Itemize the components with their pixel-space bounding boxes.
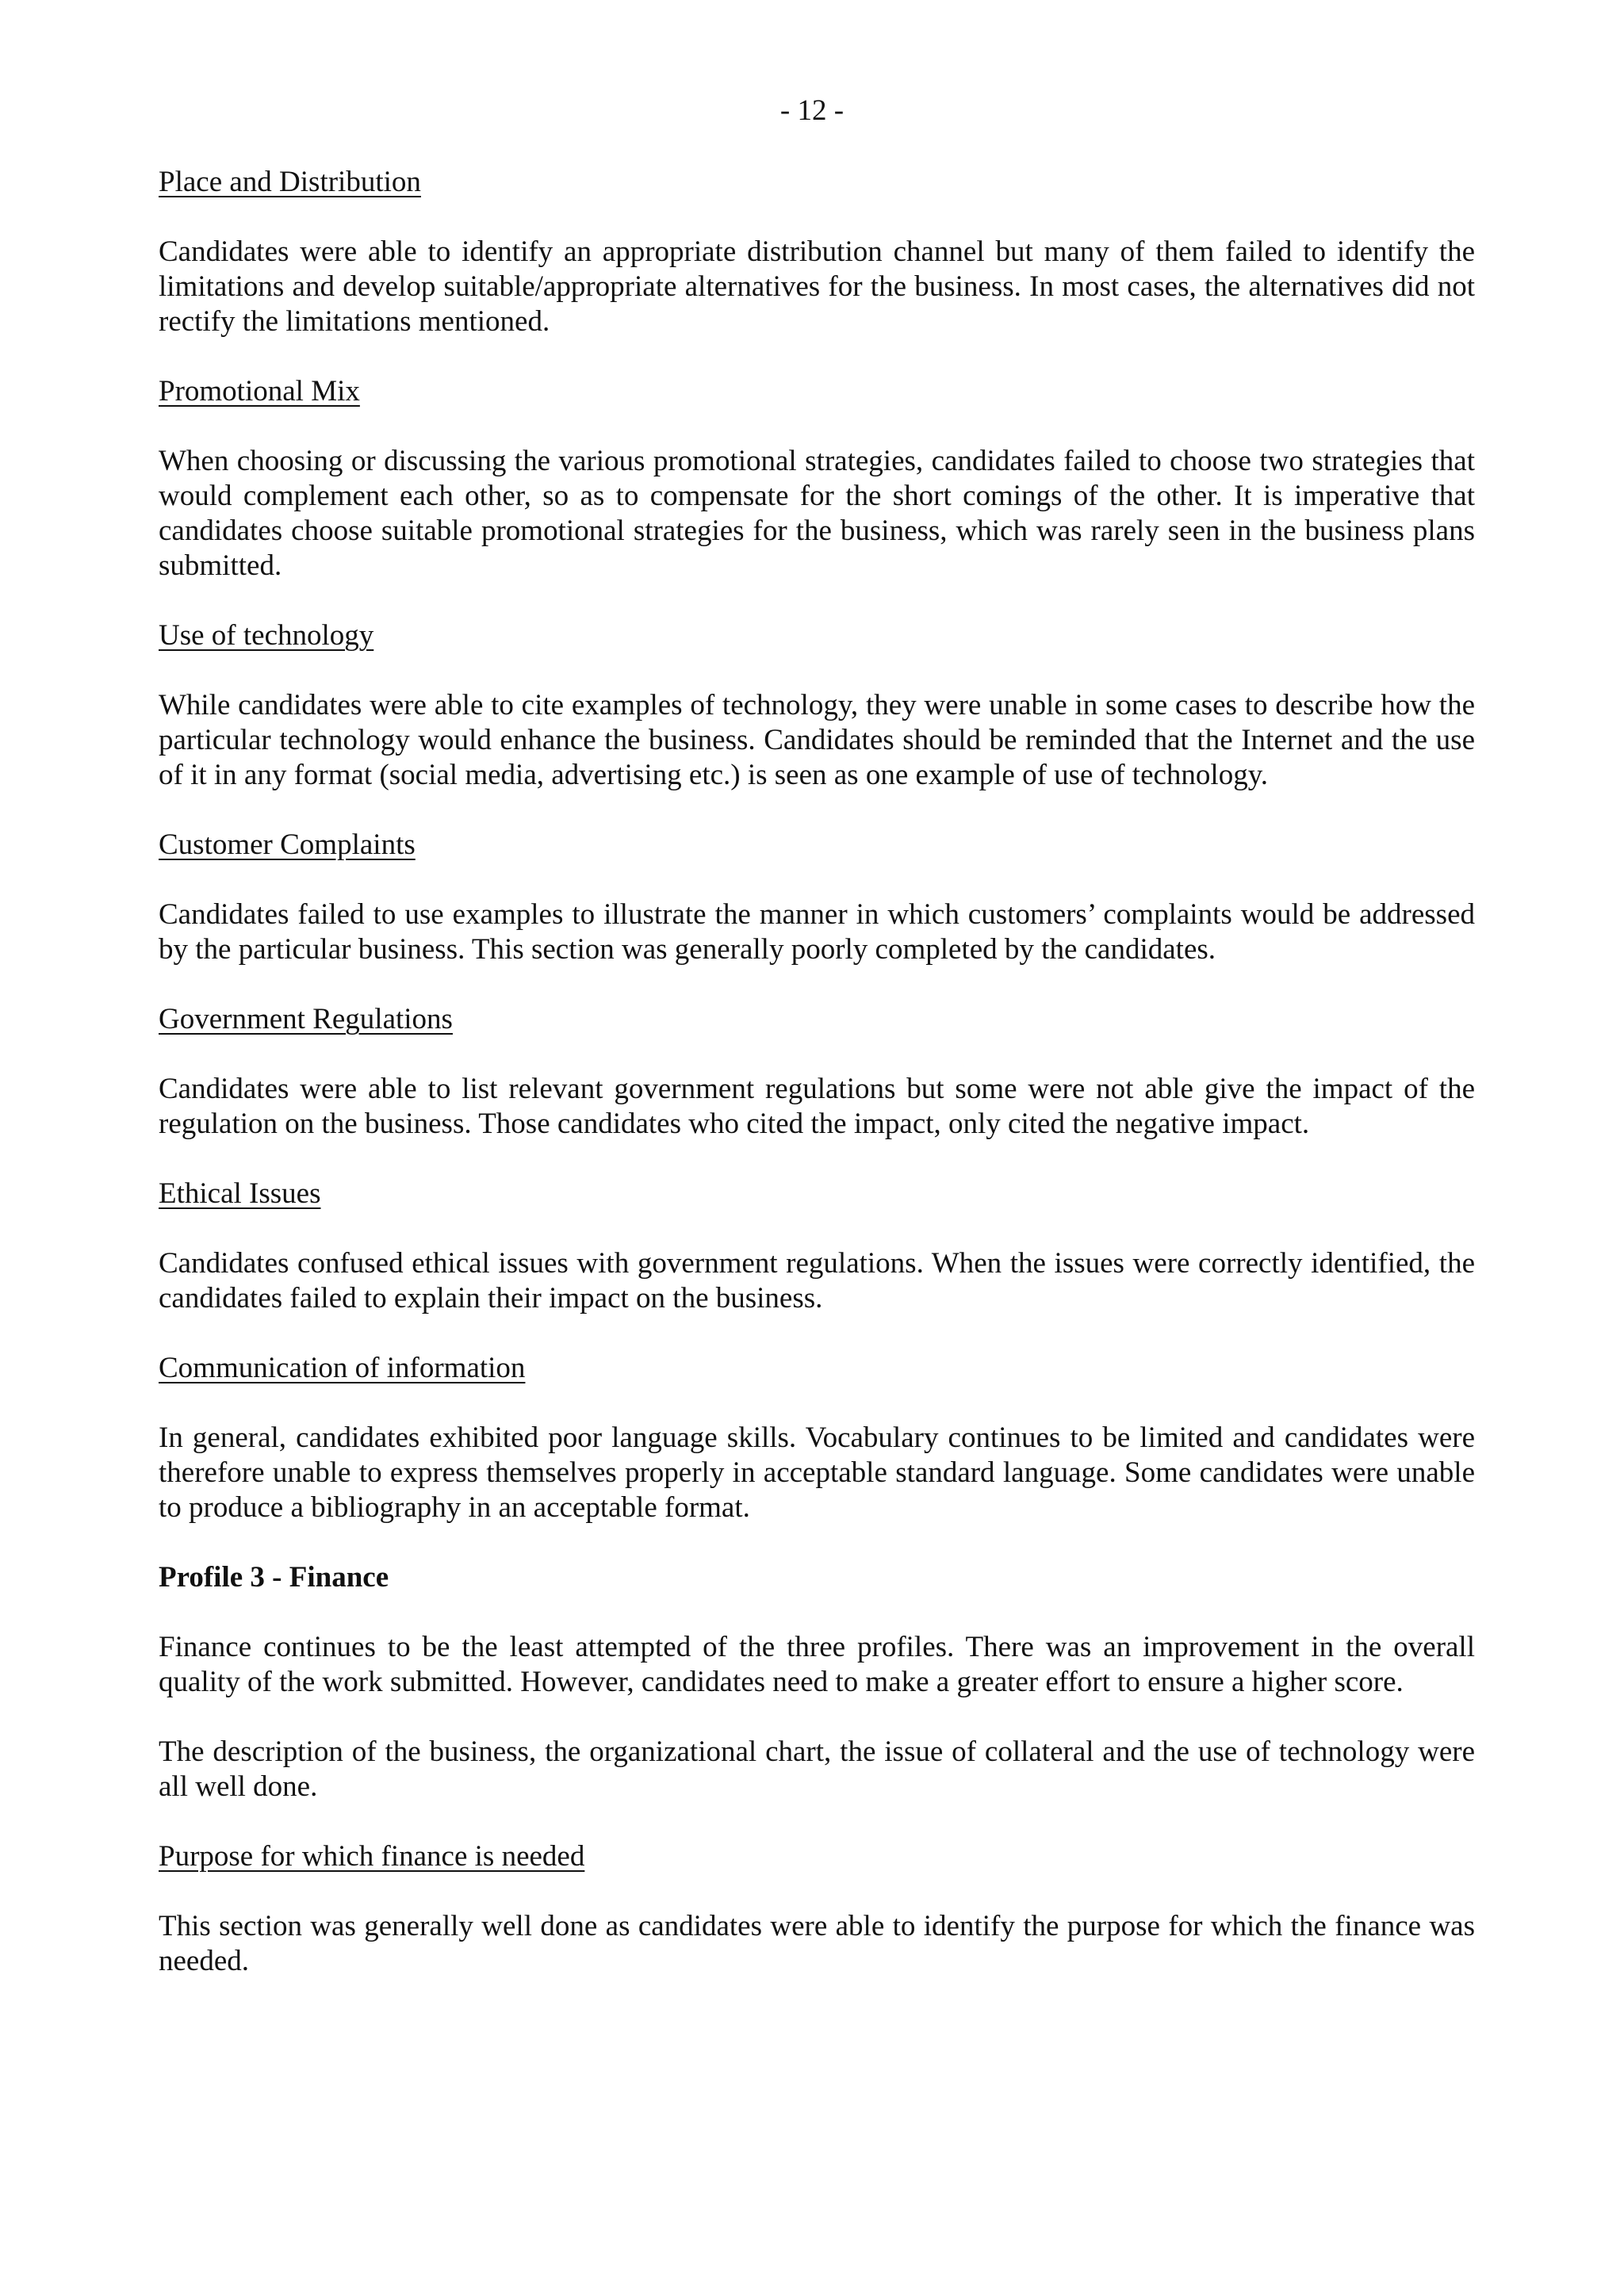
section-paragraph: When choosing or discussing the various promotional strategies, candidates failed to choose two strategies that would complement each other, so as to compensate for the short comings of the other. It is imperative that candidates choose suitable promotional strategies for the business, which was rarely seen in the business plans submitted. (159, 445, 1475, 582)
section-heading: Communication of information (159, 1352, 526, 1384)
section-communication-of-information (159, 1351, 1475, 1560)
section-heading: Place and Distribution (159, 166, 421, 198)
section-heading: Promotional Mix (159, 375, 360, 408)
section-heading: Customer Complaints (159, 828, 416, 861)
section-promotional-mix (159, 374, 1475, 618)
profile-paragraph: The description of the business, the organizational chart, the issue of collateral and the use of technology were all well done. (159, 1735, 1475, 1803)
section-paragraph: Candidates were able to identify an appropriate distribution channel but many of them failed to identify the limitations and develop suitable/appropriate alternatives for the business. In most cases, the alternatives did not rectify the limitations mentioned. (159, 235, 1475, 338)
section-ethical-issues (159, 1177, 1475, 1351)
section-heading: Ethical Issues (159, 1177, 321, 1210)
section-paragraph: While candidates were able to cite examples of technology, they were unable in some cases to describe how the particular technology would enhance the business. Candidates should be reminded that the Internet and the use of it in any format (social media, advertising etc.) is seen as one example of use of technology. (159, 689, 1475, 791)
section-place-and-distribution (159, 165, 1475, 374)
profile-paragraph: Finance continues to be the least attempted of the three profiles. There was an improvement in the overall quality of the work submitted. However, candidates need to make a greater effort to ensure a higher score. (159, 1631, 1475, 1698)
section-government-regulations (159, 1002, 1475, 1177)
section-paragraph: Candidates failed to use examples to illustrate the manner in which customers’ complaints would be addressed by the particular business. This section was generally poorly completed by the candidates. (159, 898, 1475, 966)
section-paragraph: Candidates were able to list relevant government regulations but some were not able give the impact of the regulation on the business. Those candidates who cited the impact, only cited the negative impact. (159, 1073, 1475, 1140)
subsection-heading: Purpose for which finance is needed (159, 1840, 585, 1873)
section-heading: Government Regulations (159, 1003, 453, 1035)
section-paragraph: In general, candidates exhibited poor language skills. Vocabulary continues to be limited and candidates were therefore unable to express themselves properly in acceptable standard language. Some candidates were unable to produce a bibliography in an acceptable format. (159, 1422, 1475, 1524)
section-heading: Use of technology (159, 619, 374, 652)
profile-heading: Profile 3 - Finance (159, 1561, 389, 1594)
subsection-paragraph: This section was generally well done as candidates were able to identify the purpose for which the finance was needed. (159, 1910, 1475, 1977)
page-content (159, 165, 1475, 1979)
profile-3-finance (159, 1560, 1475, 1979)
page-number: - 12 - (779, 94, 845, 127)
section-paragraph: Candidates confused ethical issues with government regulations. When the issues were correctly identified, the candidates failed to explain their impact on the business. (159, 1247, 1475, 1314)
section-customer-complaints (159, 828, 1475, 1002)
section-use-of-technology (159, 618, 1475, 828)
